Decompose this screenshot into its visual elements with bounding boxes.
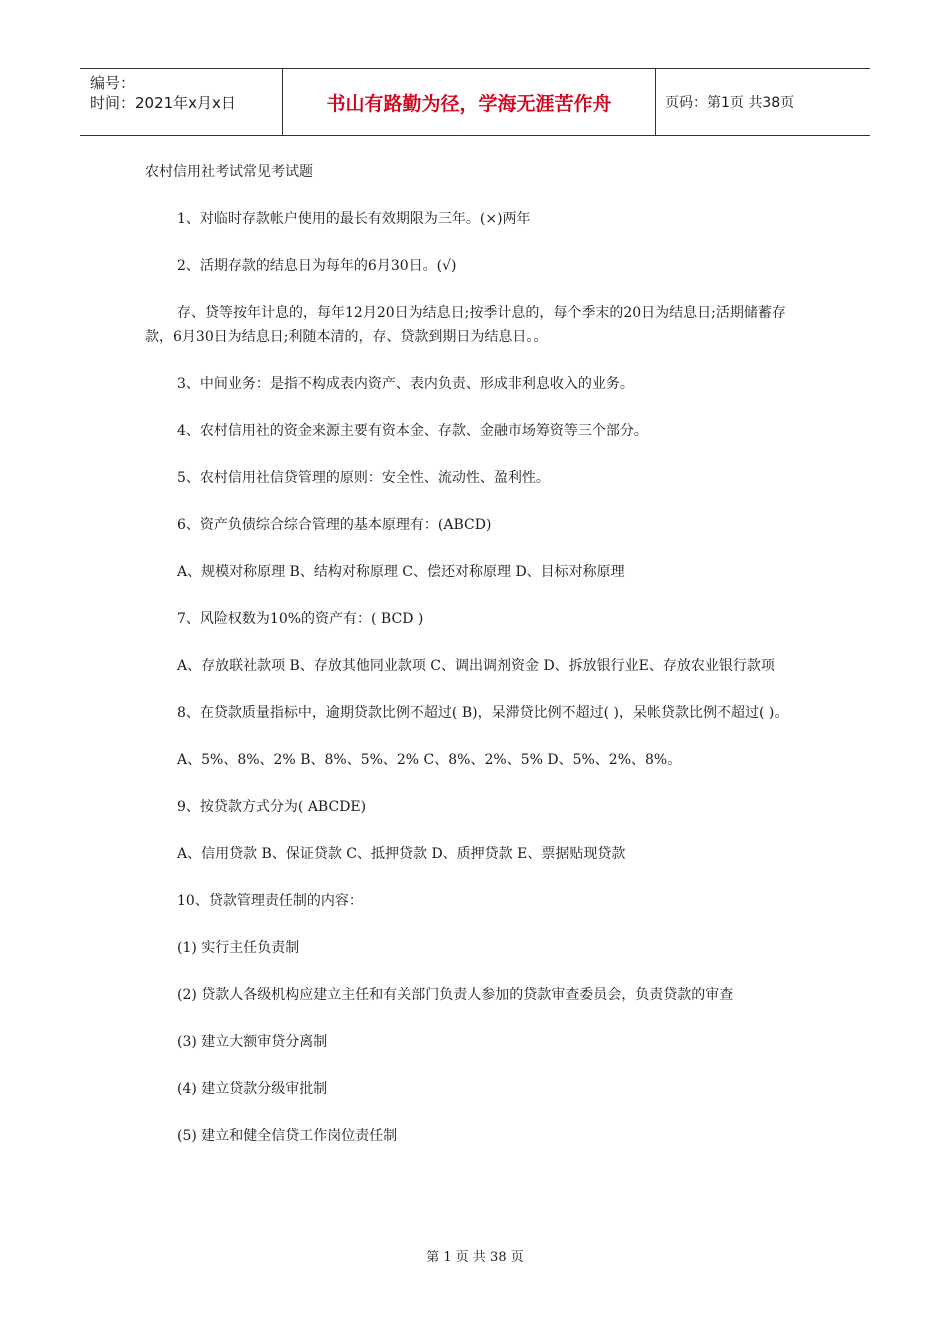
paragraph: 3、中间业务：是指不构成表内资产、表内负责、形成非利息收入的业务。 <box>177 376 634 392</box>
paragraph: 8、在贷款质量指标中，逾期贷款比例不超过( B)，呆滞贷比例不超过( )，呆帐贷款比例不超过( )。 <box>177 705 789 721</box>
header-divider-right <box>655 69 656 135</box>
paragraph: 10、贷款管理责任制的内容： <box>177 893 363 909</box>
document-title: 农村信用社考试常见考试题 <box>145 164 313 180</box>
page-footer: 第 1 页 共 38 页 <box>426 1250 524 1265</box>
paragraph: (3) 建立大额审贷分离制 <box>177 1034 328 1050</box>
paragraph: (1) 实行主任负责制 <box>177 940 300 956</box>
paragraph: 5、农村信用社信贷管理的原则：安全性、流动性、盈利性。 <box>177 470 550 486</box>
header-meta <box>90 73 236 113</box>
paragraph: (5) 建立和健全信贷工作岗位责任制 <box>177 1128 398 1144</box>
paragraph: 存、贷等按年计息的，每年12月20日为结息日;按季计息的，每个季末的20日为结息日;活期储蓄存款，6月30日为结息日;利随本清的，存、贷款到期日为结息日。。 <box>145 305 786 345</box>
paragraph: 7、风险权数为10%的资产有：( BCD ) <box>177 611 424 627</box>
paragraph: 2、活期存款的结息日为每年的6月30日。(√) <box>177 258 457 274</box>
header-motto: 书山有路勤为径，学海无涯苦作舟 <box>326 92 612 115</box>
paragraph: 9、按贷款方式分为( ABCDE) <box>177 799 367 815</box>
document-body <box>145 160 807 1148</box>
header-page-info: 页码：第1页 共38页 <box>665 95 795 111</box>
paragraph: A、5%、8%、2% B、8%、5%、2% C、8%、2%、5% D、5%、2%、8%。 <box>177 752 682 768</box>
paragraph: A、存放联社款项 B、存放其他同业款项 C、调出调剂资金 D、拆放银行业E、存放农业银行款项 <box>177 658 775 674</box>
paragraph: 1、对临时存款帐户使用的最长有效期限为三年。(×)两年 <box>177 211 531 227</box>
paragraph: (4) 建立贷款分级审批制 <box>177 1081 328 1097</box>
paragraph: 4、农村信用社的资金来源主要有资本金、存款、金融市场筹资等三个部分。 <box>177 423 648 439</box>
page-header <box>80 68 870 136</box>
document-number: 编号： <box>90 74 136 92</box>
paragraph: A、规模对称原理 B、结构对称原理 C、偿还对称原理 D、目标对称原理 <box>177 564 625 580</box>
paragraph: 6、资产负债综合综合管理的基本原理有：(ABCD) <box>177 517 492 533</box>
document-date: 时间：2021年x月x日 <box>90 94 236 112</box>
paragraph: A、信用贷款 B、保证贷款 C、抵押贷款 D、质押贷款 E、票据贴现贷款 <box>177 846 626 862</box>
paragraph: (2) 贷款人各级机构应建立主任和有关部门负责人参加的贷款审查委员会，负责贷款的审查 <box>177 987 734 1003</box>
